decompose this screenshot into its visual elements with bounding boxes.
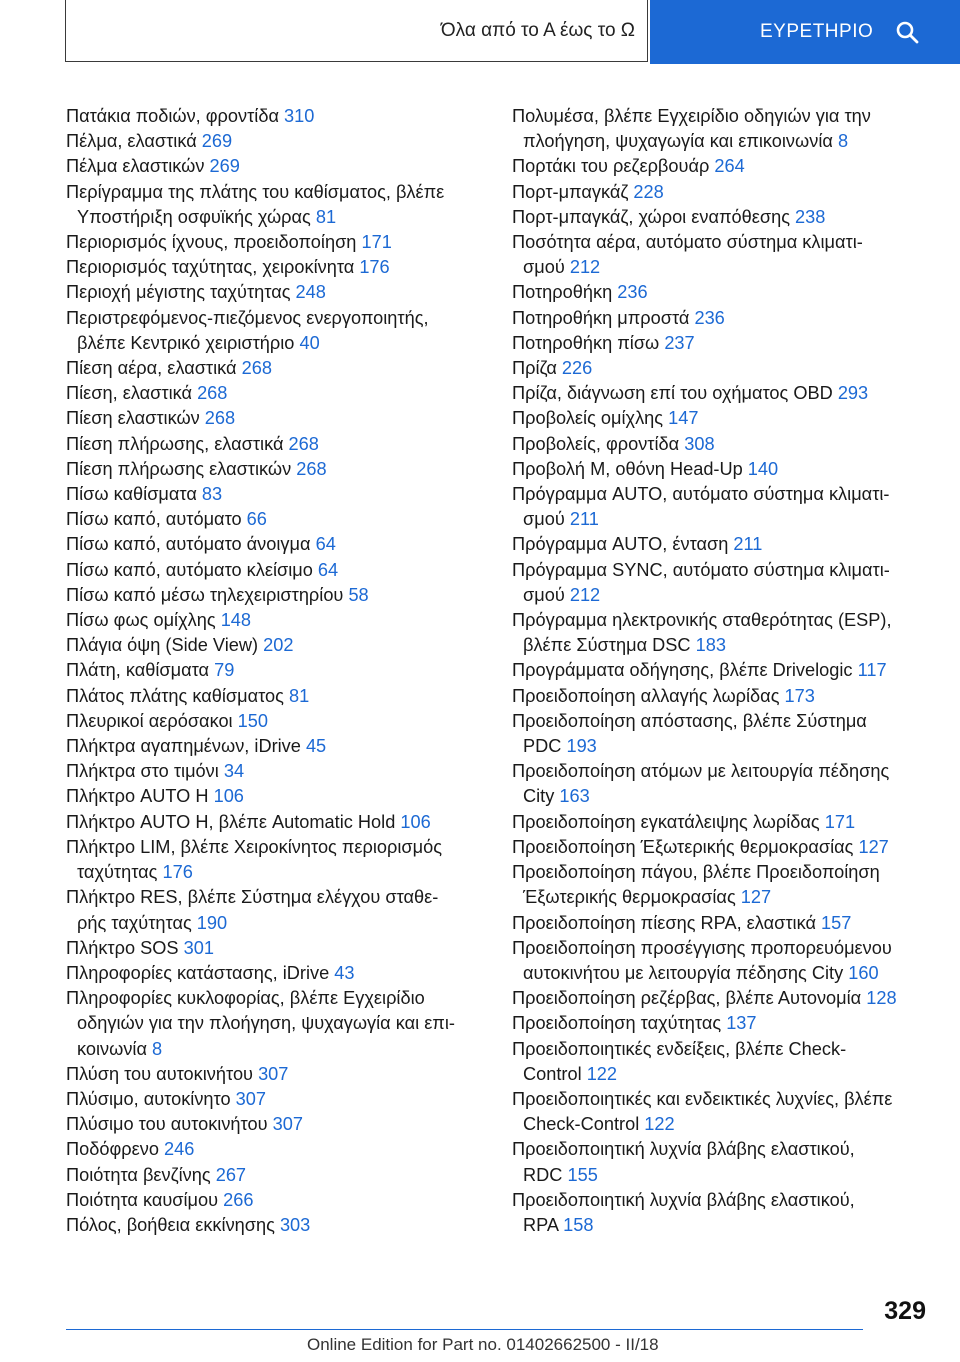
page-reference-link[interactable]: 301 <box>183 937 214 958</box>
page-reference-link[interactable]: 83 <box>201 484 223 505</box>
index-entry-text: Πλήκτρα αγαπημένων, iDrive <box>66 736 306 757</box>
page-reference-link[interactable]: 122 <box>644 1114 675 1135</box>
page-reference-link[interactable]: 211 <box>569 509 599 530</box>
page-reference-link[interactable]: 307 <box>272 1114 303 1135</box>
index-entry <box>66 1062 476 1087</box>
index-entry-text: Προβολή M, οθόνη Head-Up <box>512 458 748 479</box>
index-entry <box>66 104 476 129</box>
page-reference-link[interactable]: 307 <box>258 1063 289 1084</box>
index-entry <box>66 986 476 1062</box>
index-entry-text: Πόλος, βοήθεια εκκίνησης <box>66 1214 280 1235</box>
page-reference-link[interactable]: 236 <box>617 282 648 303</box>
index-entry <box>512 457 922 482</box>
page-reference-link[interactable]: 127 <box>858 836 889 857</box>
page-reference-link[interactable]: 64 <box>317 559 339 580</box>
page-reference-link[interactable]: 211 <box>733 534 763 555</box>
index-entry-text: Περιορισμός ταχύτητας, χειροκίνητα <box>66 257 360 278</box>
index-entry-text: Προειδοποιητικές ενδείξεις, βλέπε Check- <box>512 1038 847 1059</box>
index-entry-text: Control <box>523 1063 587 1084</box>
index-entry-text: Ποτηροθήκη μπροστά <box>512 307 695 328</box>
page-reference-link[interactable]: 293 <box>837 383 869 404</box>
index-entry <box>512 1011 922 1036</box>
index-entry <box>66 709 476 734</box>
index-entry-text: Περίγραμμα της πλάτης του καθίσματος, βλέπε <box>66 181 445 202</box>
page-reference-link[interactable]: 183 <box>695 635 726 656</box>
page-reference-link[interactable]: 266 <box>223 1189 254 1210</box>
index-entry-text: Ποδόφρενο <box>66 1139 164 1160</box>
page-reference-link[interactable]: 238 <box>795 206 826 227</box>
search-icon[interactable] <box>895 20 919 44</box>
index-entry-text: PDC <box>523 736 567 757</box>
index-entry <box>66 608 476 633</box>
index-entry-text: Πρίζα, διάγνωση επί του οχήματος OBD <box>512 383 838 404</box>
page-reference-link[interactable]: 193 <box>566 736 597 757</box>
index-entry-text: Πλύση του αυτοκινήτου <box>66 1063 259 1084</box>
page-reference-link[interactable]: 226 <box>561 358 593 379</box>
page-reference-link[interactable]: 122 <box>586 1063 618 1084</box>
tab-index[interactable] <box>650 0 960 64</box>
index-entry-text: City <box>523 786 560 807</box>
index-entry-text: Πέλμα, ελαστικά <box>66 131 202 152</box>
index-entry-text: Πρόγραμμα AUTO, ένταση <box>512 534 734 555</box>
index-entry-text: Πλύσιμο, αυτοκίνητο <box>66 1088 236 1109</box>
index-entry-text: Πίσω φως ομίχλης <box>66 610 221 631</box>
index-entry-text: Προειδοποίηση πάγου, βλέπε Προειδοποίηση <box>512 862 880 883</box>
page-reference-link[interactable]: 308 <box>684 433 715 454</box>
index-entry <box>66 507 476 532</box>
index-entry-text: Πίεση ελαστικών <box>66 408 205 429</box>
page-reference-link[interactable]: 40 <box>299 332 320 353</box>
index-entry <box>66 936 476 961</box>
index-entry-text: Πίεση πλήρωσης, ελαστικά <box>66 433 289 454</box>
page-reference-link[interactable]: 81 <box>288 685 310 706</box>
index-entry-text: Πίσω καπό μέσω τηλεχειριστηρίου <box>66 584 349 605</box>
page-reference-link[interactable]: 163 <box>559 786 590 807</box>
index-entry <box>66 633 476 658</box>
index-entry <box>512 1037 922 1087</box>
index-entry-text: σμού <box>523 584 570 605</box>
page-reference-link[interactable]: 176 <box>359 257 390 278</box>
index-entry <box>66 129 476 154</box>
index-entry-text: Πλύσιμο του αυτοκινήτου <box>66 1114 273 1135</box>
index-entry <box>66 457 476 482</box>
index-entry <box>512 381 922 406</box>
index-entry-text: Πρίζα <box>512 358 562 379</box>
index-entry-text: Πίσω καπό, αυτόματο <box>66 509 247 530</box>
index-entry <box>512 1137 922 1187</box>
page-reference-link[interactable]: 269 <box>201 131 233 152</box>
index-entry <box>512 406 922 431</box>
index-entry <box>66 961 476 986</box>
index-entry <box>512 936 922 986</box>
page-reference-link[interactable]: 64 <box>315 534 336 555</box>
index-entry <box>512 986 922 1011</box>
page-reference-link[interactable]: 269 <box>209 156 240 177</box>
index-entry <box>512 280 922 305</box>
index-entry-text: κοινωνία <box>77 1038 153 1059</box>
index-entry-text: Πίεση, ελαστικά <box>66 383 198 404</box>
index-entry-text: Πλάτη, καθίσματα <box>66 660 215 681</box>
index-entry <box>66 406 476 431</box>
index-entry <box>66 1213 476 1238</box>
footer-divider <box>66 1329 863 1330</box>
index-entry-text: Προειδοποίηση ρεζέρβας, βλέπε Αυτονομία <box>512 988 867 1009</box>
page-reference-link[interactable]: 171 <box>824 811 856 832</box>
index-entry <box>512 482 922 532</box>
index-entry <box>66 180 476 230</box>
page-reference-link[interactable]: 128 <box>866 988 897 1009</box>
index-entry-text: Check-Control <box>523 1114 645 1135</box>
page-reference-link[interactable]: 160 <box>848 962 879 983</box>
tab-a-to-z[interactable] <box>65 0 648 62</box>
page-reference-link[interactable]: 307 <box>235 1088 267 1109</box>
page-reference-link[interactable]: 106 <box>213 786 244 807</box>
page-reference-link[interactable]: 117 <box>857 660 887 681</box>
index-entry-text: Προειδοποίηση ταχύτητας <box>512 1013 727 1034</box>
page-reference-link[interactable]: 8 <box>152 1038 163 1059</box>
index-entry-text: Πλήκτρο RES, βλέπε Σύστημα ελέγχου σταθε‐ <box>66 887 439 908</box>
page-reference-link[interactable]: 267 <box>215 1164 247 1185</box>
page-reference-link[interactable]: 157 <box>821 912 852 933</box>
index-entry-text: Προειδοποιητική λυχνία βλάβης ελαστικού, <box>512 1189 855 1210</box>
index-entry <box>512 835 922 860</box>
index-entry <box>512 331 922 356</box>
page-reference-link[interactable]: 248 <box>295 282 326 303</box>
index-entry-text: Πορτ-μπαγκάζ, χώροι εναπόθεσης <box>512 206 796 227</box>
index-entry-text: Προειδοποίηση Έξωτερικής θερμοκρασίας <box>512 836 859 857</box>
page-reference-link[interactable]: 127 <box>740 887 772 908</box>
index-entry-text: Πορτ-μπαγκάζ <box>512 181 634 202</box>
page-reference-link[interactable]: 212 <box>569 584 601 605</box>
index-entry-text: οδηγιών για την πλοήγηση, ψυχαγωγία και επι‐ <box>77 1013 455 1034</box>
page-reference-link[interactable]: 155 <box>567 1164 598 1185</box>
index-entry-text: Πρόγραμμα ηλεκτρονικής σταθερότητας (ESP), <box>512 610 892 631</box>
index-entry-text: Προειδοποιητικές και ενδεικτικές λυχνίες, βλέπε <box>512 1088 893 1109</box>
page-reference-link[interactable]: 147 <box>668 408 699 429</box>
page-reference-link[interactable]: 264 <box>714 156 745 177</box>
page-reference-link[interactable]: 268 <box>241 358 272 379</box>
page-reference-link[interactable]: 79 <box>214 660 235 681</box>
index-entry <box>66 658 476 683</box>
index-entry-text: RDC <box>523 1164 568 1185</box>
index-entry-text: Πέλμα ελαστικών <box>66 156 210 177</box>
page-reference-link[interactable]: 158 <box>563 1214 594 1235</box>
page-reference-link[interactable]: 202 <box>263 635 294 656</box>
index-entry-text: Πλάγια όψη (Side View) <box>66 635 264 656</box>
index-entry <box>66 1188 476 1213</box>
index-entry-text: Ποτηροθήκη <box>512 282 618 303</box>
page-reference-link[interactable]: 236 <box>694 307 725 328</box>
index-entry <box>66 684 476 709</box>
index-entry-text: Πληροφορίες κατάστασης, iDrive <box>66 962 335 983</box>
page-reference-link[interactable]: 81 <box>315 206 337 227</box>
index-entry <box>512 911 922 936</box>
index-entry <box>512 154 922 179</box>
index-entry <box>66 759 476 784</box>
index-entry <box>66 356 476 381</box>
index-entry <box>512 558 922 608</box>
index-entry-text: ρής ταχύτητας <box>77 912 197 933</box>
index-entry <box>66 885 476 935</box>
index-entry-text: Έξωτερικής θερμοκρασίας <box>523 887 741 908</box>
index-entry-text: Ποιότητα καυσίμου <box>66 1189 224 1210</box>
page-reference-link[interactable]: 45 <box>305 736 327 757</box>
index-entry <box>66 734 476 759</box>
index-entry <box>512 306 922 331</box>
page-reference-link[interactable]: 246 <box>164 1139 195 1160</box>
index-entry <box>512 180 922 205</box>
index-entry-text: Πίεση αέρα, ελαστικά <box>66 358 242 379</box>
index-entry-text: Πρόγραμμα AUTO, αυτόματο σύστημα κλιματι‐ <box>512 484 890 505</box>
index-entry-text: Πληροφορίες κυκλοφορίας, βλέπε Εγχειρίδιο <box>66 988 425 1009</box>
index-entry <box>66 1087 476 1112</box>
index-entry-text: Ποτηροθήκη πίσω <box>512 332 665 353</box>
page-reference-link[interactable]: 173 <box>784 685 815 706</box>
page-reference-link[interactable]: 150 <box>237 710 269 731</box>
index-entry <box>66 1163 476 1188</box>
page-reference-link[interactable]: 237 <box>664 332 695 353</box>
index-entry <box>512 104 922 154</box>
page-reference-link[interactable]: 43 <box>334 962 355 983</box>
page-reference-link[interactable]: 268 <box>197 383 228 404</box>
page-reference-link[interactable]: 106 <box>400 811 431 832</box>
index-entry-text: Περιορισμός ίχνους, προειδοποίηση <box>66 232 362 253</box>
index-entry-text: Ποσότητα αέρα, αυτόματο σύστημα κλιματι‐ <box>512 232 863 253</box>
index-entry-text: πλοήγηση, ψυχαγωγία και επικοινωνία <box>523 131 838 152</box>
page-reference-link[interactable]: 8 <box>837 131 849 152</box>
index-entry <box>512 684 922 709</box>
index-column-right <box>512 104 922 1238</box>
index-entry-text: σμού <box>523 257 570 278</box>
index-entry-text: Προειδοποίηση απόστασης, βλέπε Σύστημα <box>512 710 867 731</box>
tab-index-label: ΕΥΡΕΤΗΡΙΟ <box>760 21 874 42</box>
page-reference-link[interactable]: 66 <box>246 509 267 530</box>
index-entry-text: Προειδοποίηση αλλαγής λωρίδας <box>512 685 785 706</box>
page-reference-link[interactable]: 148 <box>220 610 252 631</box>
index-entry-text: Πλήκτρα στο τιμόνι <box>66 761 224 782</box>
page-reference-link[interactable]: 268 <box>204 408 236 429</box>
index-entry-text: σμού <box>523 509 570 530</box>
page-reference-link[interactable]: 228 <box>633 181 664 202</box>
index-entry <box>512 230 922 280</box>
index-entry-text: Πορτάκι του ρεζερβουάρ <box>512 156 715 177</box>
index-entry <box>512 1188 922 1238</box>
page-reference-link[interactable]: 34 <box>223 761 245 782</box>
page-reference-link[interactable]: 171 <box>361 232 392 253</box>
top-navigation <box>65 0 960 64</box>
index-entry-text: Πίσω καπό, αυτόματο κλείσιμο <box>66 559 318 580</box>
index-entry-text: Πίσω καπό, αυτόματο άνοιγμα <box>66 534 316 555</box>
index-entry-text: Προβολείς, φροντίδα <box>512 433 685 454</box>
index-entry-text: Πλάτος πλάτης καθίσματος <box>66 685 289 706</box>
page-reference-link[interactable]: 310 <box>284 106 315 126</box>
index-entry <box>66 306 476 356</box>
index-entry-text: Υποστήριξη οσφυϊκής χώρας <box>77 206 316 227</box>
page-reference-link[interactable]: 212 <box>569 257 601 278</box>
index-entry <box>66 432 476 457</box>
index-entry <box>512 205 922 230</box>
page-reference-link[interactable]: 190 <box>196 912 228 933</box>
index-entry <box>512 532 922 557</box>
index-entry <box>66 1137 476 1162</box>
page-reference-link[interactable]: 303 <box>279 1214 311 1235</box>
tab-a-to-z-label: Όλα από το Α έως το Ω <box>440 19 635 41</box>
index-entry-text: Πίεση πλήρωσης ελαστικών <box>66 458 297 479</box>
index-entry-text: Πατάκια ποδιών, φροντίδα <box>66 106 285 126</box>
index-entry <box>66 255 476 280</box>
index-entry <box>512 860 922 910</box>
index-entry <box>512 1087 922 1137</box>
page-reference-link[interactable]: 176 <box>162 862 193 883</box>
index-entry-text: Ποιότητα βενζίνης <box>66 1164 216 1185</box>
footer-edition: Online Edition for Part no. 01402662500 - II/18 <box>307 1335 659 1354</box>
index-entry <box>512 759 922 809</box>
index-entry-text: Προειδοποιητική λυχνία βλάβης ελαστικού, <box>512 1139 855 1160</box>
index-entry-text: Πλευρικοί αερόσακοι <box>66 710 238 731</box>
page-reference-link[interactable]: 268 <box>288 433 319 454</box>
page-number: 329 <box>884 1297 926 1325</box>
index-entry-text: Πλήκτρο AUTO H <box>66 786 214 807</box>
index-entry <box>66 482 476 507</box>
index-entry-text: Προειδοποίηση πίεσης RPA, ελαστικά <box>512 912 822 933</box>
index-entry <box>512 432 922 457</box>
index-entry-text: Προειδοποίηση προσέγγισης προπορευόμενου <box>512 937 892 958</box>
index-entry <box>512 810 922 835</box>
index-entry-text: Περιοχή μέγιστης ταχύτητας <box>66 282 296 303</box>
index-entry <box>512 658 922 683</box>
index-entry <box>66 230 476 255</box>
index-entry <box>66 784 476 809</box>
index-entry-text: αυτοκινήτου με λειτουργία πέδησης City <box>523 962 849 983</box>
index-entry-text: Προειδοποίηση εγκατάλειψης λωρίδας <box>512 811 825 832</box>
index-entry-text: ταχύτητας <box>77 862 163 883</box>
index-entry <box>66 558 476 583</box>
index-entry <box>66 280 476 305</box>
index-entry-text: Πολυμέσα, βλέπε Εγχειρίδιο οδηγιών για την <box>512 106 871 126</box>
page-reference-link[interactable]: 140 <box>747 458 779 479</box>
index-entry-text: Πλήκτρο AUTO H, βλέπε Automatic Hold <box>66 811 401 832</box>
page-reference-link[interactable]: 268 <box>296 458 327 479</box>
index-entry-text: RPA <box>523 1214 564 1235</box>
index-entry-text: βλέπε Κεντρικό χειριστήριο <box>77 332 300 353</box>
index-entry <box>512 608 922 658</box>
page-reference-link[interactable]: 137 <box>726 1013 757 1034</box>
index-column-left <box>66 104 476 1238</box>
index-entry-text: Προειδοποίηση ατόμων με λειτουργία πέδησης <box>512 761 890 782</box>
index-entry <box>66 154 476 179</box>
index-entry-text: Προβολείς ομίχλης <box>512 408 669 429</box>
index-entry <box>66 1112 476 1137</box>
index-entry-text: Προγράμματα οδήγησης, βλέπε Drivelogic <box>512 660 858 681</box>
index-entry-text: βλέπε Σύστημα DSC <box>523 635 696 656</box>
index-entry <box>66 810 476 835</box>
index-entry <box>66 532 476 557</box>
index-entry-text: Πλήκτρο LIM, βλέπε Χειροκίνητος περιορισμός <box>66 836 443 857</box>
index-entry-text: Πρόγραμμα SYNC, αυτόματο σύστημα κλιματι‐ <box>512 559 890 580</box>
index-entry-text: Πλήκτρο SOS <box>66 937 184 958</box>
index-entry-text: Περιστρεφόμενος-πιεζόμενος ενεργοποιητής, <box>66 307 429 328</box>
index-entry <box>512 356 922 381</box>
index-entry <box>512 709 922 759</box>
index-entry <box>66 835 476 885</box>
page-reference-link[interactable]: 58 <box>348 584 369 605</box>
index-entry-text: Πίσω καθίσματα <box>66 484 202 505</box>
index-entry <box>66 381 476 406</box>
index-entry <box>66 583 476 608</box>
